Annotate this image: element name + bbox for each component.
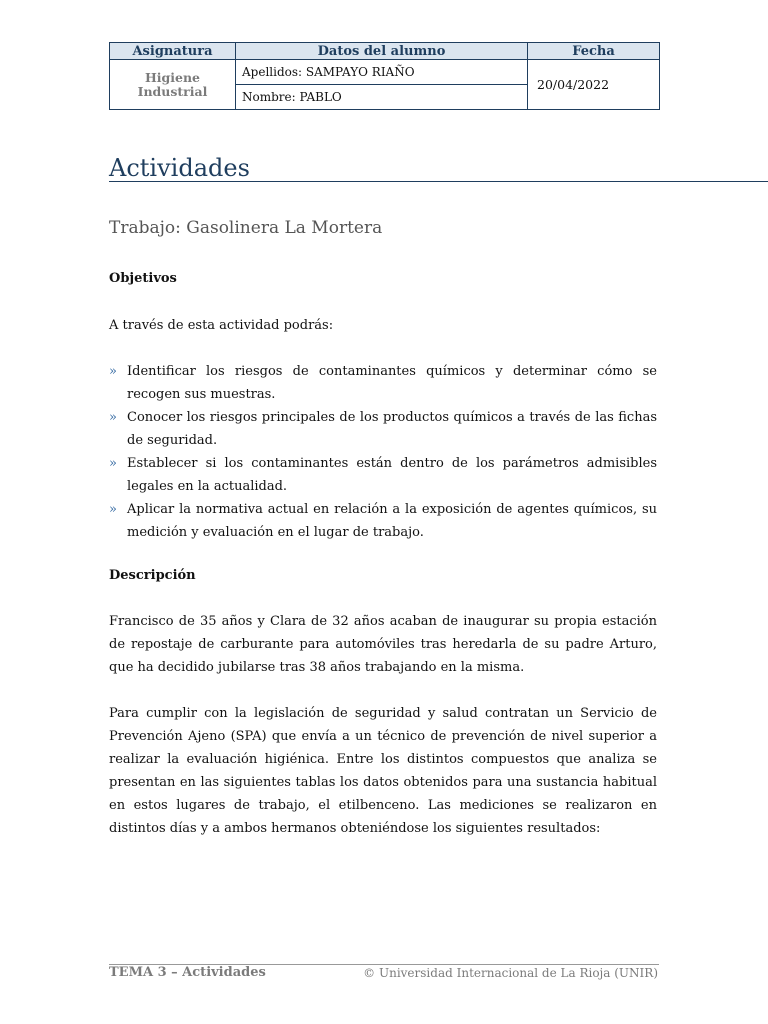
- footer-copyright: © Universidad Internacional de La Rioja (UNIR): [363, 966, 658, 980]
- list-item-text: Establecer si los contaminantes están dentro de los parámetros admisibles legales en la actualidad.: [127, 456, 657, 494]
- list-item-text: Identificar los riesgos de contaminantes químicos y determinar cómo se recogen sus muestras.: [127, 364, 657, 402]
- page-subtitle: Trabajo: Gasolinera La Mortera: [109, 218, 383, 238]
- student-name: Nombre: PABLO: [236, 85, 528, 110]
- header-col-subject: Asignatura: [110, 43, 236, 60]
- description-paragraph-1: Francisco de 35 años y Clara de 32 años acaban de inaugurar su propia estación de repostaje de carburante para automóviles tras heredarla de su padre Arturo, que ha decidido jubilarse tras 38 años trabajando en la misma.: [109, 614, 657, 675]
- bullet-marker: »: [109, 410, 117, 425]
- list-item-text: Aplicar la normativa actual en relación a la exposición de agentes químicos, su medición y evaluación en el lugar de trabajo.: [127, 502, 657, 540]
- header-table: [109, 42, 660, 110]
- objectives-list: [109, 360, 657, 544]
- list-item: [109, 452, 657, 498]
- title-divider: [109, 181, 768, 182]
- list-item: [109, 498, 657, 544]
- description-paragraph-2: Para cumplir con la legislación de seguridad y salud contratan un Servicio de Prevención Ajeno (SPA) que envía a un técnico de prevención de nivel superior a realizar la evaluación higiénica. Entre los distintos compuestos que analiza se presentan en las siguientes tablas los datos obtenidos para una sustancia habitual en estos lugares de trabajo, el etilbenceno. Las mediciones se realizaron en distintos días y a ambos hermanos obteniéndose los siguientes resultados:: [109, 706, 657, 836]
- date-value: 20/04/2022: [528, 60, 660, 110]
- objectives-intro: A través de esta actividad podrás:: [109, 318, 334, 333]
- description-heading: Descripción: [109, 568, 196, 583]
- subject-value: Higiene Industrial: [110, 60, 236, 110]
- bullet-marker: »: [109, 364, 117, 379]
- footer-topic: TEMA 3 – Actividades: [109, 965, 266, 980]
- list-item: [109, 406, 657, 452]
- page-title: Actividades: [109, 154, 250, 182]
- bullet-marker: »: [109, 456, 117, 471]
- list-item-text: Conocer los riesgos principales de los productos químicos a través de las fichas de seguridad.: [127, 410, 657, 448]
- header-col-student: Datos del alumno: [236, 43, 528, 60]
- objectives-heading: Objetivos: [109, 271, 177, 286]
- student-surname: Apellidos: SAMPAYO RIAÑO: [236, 60, 528, 85]
- header-col-date: Fecha: [528, 43, 660, 60]
- bullet-marker: »: [109, 502, 117, 517]
- list-item: [109, 360, 657, 406]
